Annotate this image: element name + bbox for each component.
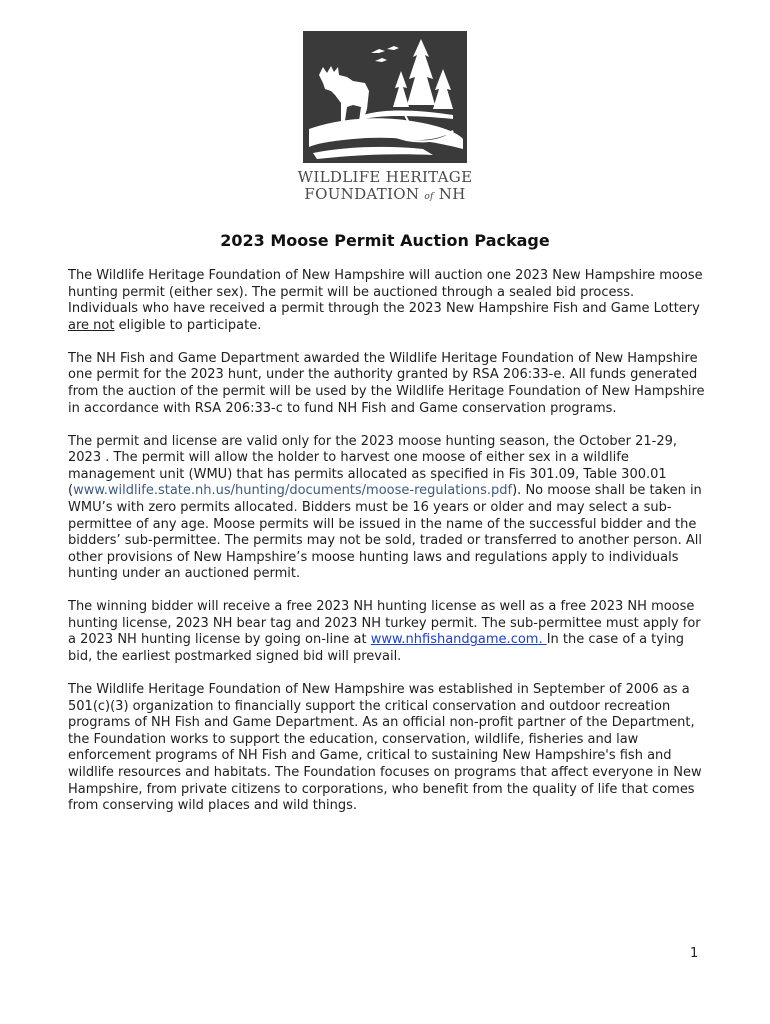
paragraph-permit-award: The NH Fish and Game Department awarded the Wildlife Heritage Foundation of New Hampshire one permit for the 2023 hunt, under the authority granted by RSA 206:33-e. All funds generated from the auction of the permit will be used by the Wildlife Heritage Foundation of New Hampshire in accordance with RSA 206:33-c to fund NH Fish and Game conservation programs.: [68, 350, 705, 416]
paragraph-auction-intro: The Wildlife Heritage Foundation of New Hampshire will auction one 2023 New Hampshire moose hunting permit (either sex). The permit will be auctioned through a sealed bid process. Individuals who have received a permit through the 2023 New Hampshire Fish and Game Lottery are not eligible to participate.: [68, 268, 703, 333]
document-title: 2023 Moose Permit Auction Package: [220, 231, 550, 250]
moose-regulations-url: www.wildlife.state.nh.us/hunting/documents/moose-regulations.pdf: [73, 483, 513, 499]
logo-wordmark: [290, 169, 480, 206]
logo-name-line1: WILDLIFE HERITAGE: [297, 168, 473, 186]
paragraph-winning-bidder: The winning bidder will receive a free 2023 NH hunting license as well as a free 2023 NH moose hunting license, 2023 NH bear tag and 2023 NH turkey permit. The sub-permittee must apply for a 2023 NH hunting license by going on-line at www.nhfishandgame.com. In the case of a tying bid, the earliest postmarked signed bid will prevail.: [68, 599, 701, 665]
paragraph-permit-validity: The permit and license are valid only for the 2023 moose hunting season, the October 21-29, 2023 . The permit will allow the holder to harvest one moose of either sex in a wildlife management unit (WMU) that has permits allocated as specified in Fis 301.09, Table 300.01 (www.wildlife.state.nh.us/hunting/documents/moose-regulations.pdf). No moose shall be taken in WMU’s with zero permits allocated. Bidders must be 16 years or older and may select a sub-permittee of any age. Moose permits will be issued in the name of the successful bidder and the bidders’ sub-permittee. The permits may not be sold, traded or transferred to another person. All other provisions of New Hampshire’s moose hunting laws and regulations apply to individuals hunting under an auctioned permit.: [68, 433, 702, 582]
nhfishandgame-link[interactable]: www.nhfishandgame.com.: [370, 632, 547, 648]
logo-name-line2: FOUNDATION of NH: [304, 185, 466, 203]
foundation-logo: [303, 31, 467, 163]
moose-landscape-logo-image: [303, 31, 467, 163]
paragraph-foundation-about: The Wildlife Heritage Foundation of New Hampshire was established in September of 2006 as a 501(c)(3) organization to financially support the critical conservation and outdoor recreation programs of NH Fish and Game Department. As an official non-profit partner of the Department, the Foundation works to support the education, conservation, wildlife, fisheries and law enforcement programs of NH Fish and Game, critical to sustaining New Hampshire's fish and wildlife resources and habitats. The Foundation focuses on programs that affect everyone in New Hampshire, from private citizens to corporations, who benefit from the quality of life that comes from conserving wild places and wild things.: [68, 682, 702, 814]
document-body: [68, 268, 708, 831]
emphasis-are-not: are not: [68, 317, 115, 333]
page-number: 1: [690, 946, 699, 961]
